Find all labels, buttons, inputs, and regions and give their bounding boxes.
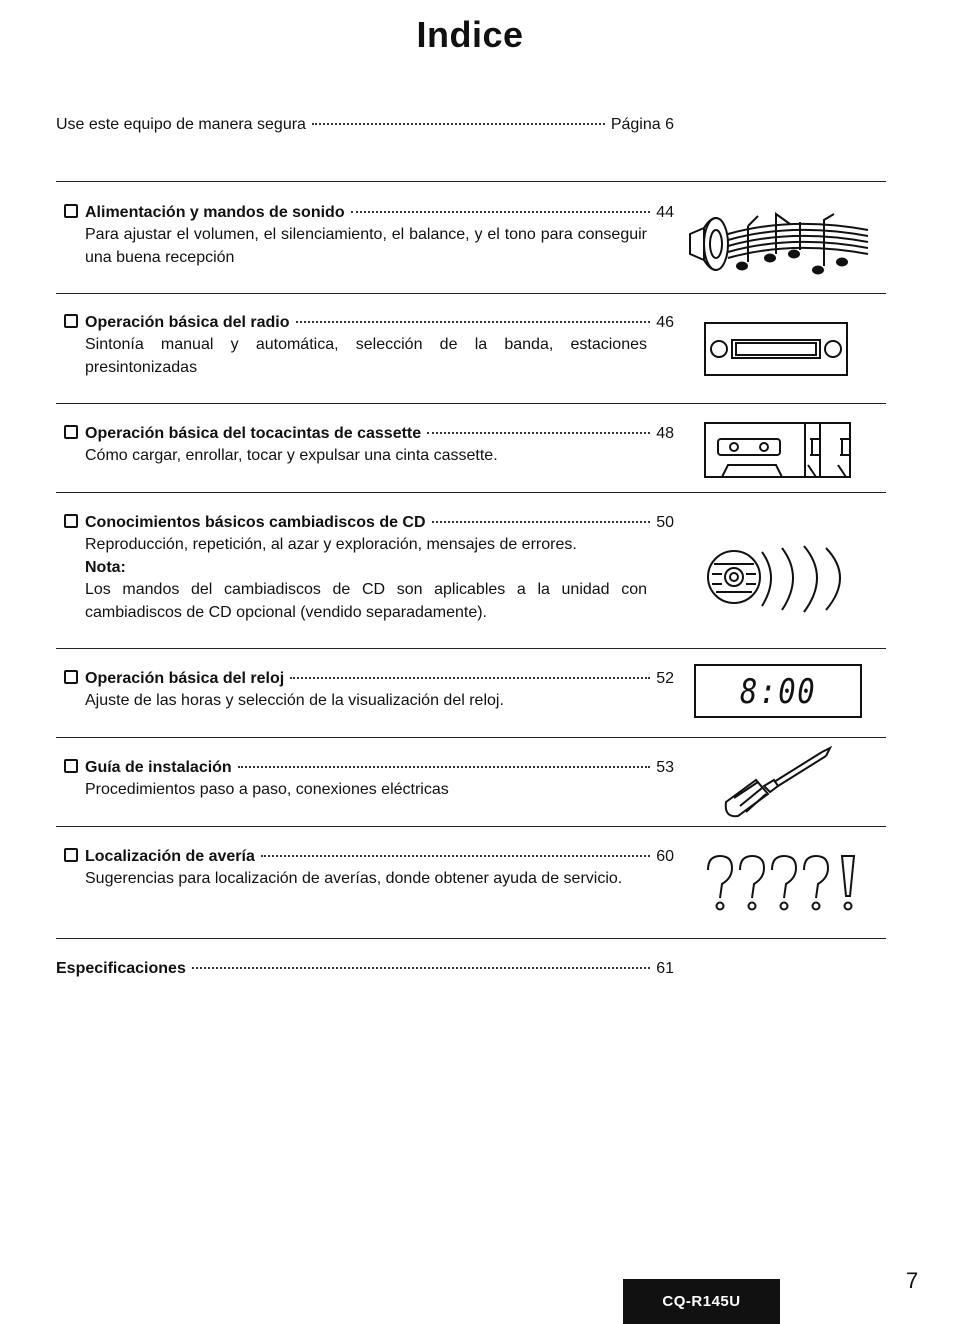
leader-dots xyxy=(238,766,651,768)
leader-dots xyxy=(261,855,650,857)
toc-row-troubleshooting[interactable] xyxy=(64,846,674,868)
toc-page: 48 xyxy=(656,425,674,442)
speaker-music-icon xyxy=(682,204,872,280)
toc-row-cassette[interactable] xyxy=(64,423,674,445)
leader-dots xyxy=(192,967,650,969)
checkbox-icon xyxy=(64,425,78,439)
section-description: Sugerencias para localización de averías, donde obtener ayuda de servicio. xyxy=(85,870,623,887)
toc-row-install[interactable] xyxy=(64,757,674,779)
leader-dots xyxy=(432,521,651,523)
section-description: Procedimientos paso a paso, conexiones eléctricas xyxy=(85,781,449,798)
section-description: Reproducción, repetición, al azar y exploración, mensajes de errores. xyxy=(85,536,577,553)
toc-label: Operación básica del tocacintas de cassette xyxy=(85,425,422,442)
cassette-icon xyxy=(704,421,854,479)
toc-label: Alimentación y mandos de sonido xyxy=(85,204,345,221)
leader-dots xyxy=(427,432,650,434)
toc-page: 46 xyxy=(656,314,674,331)
toc-row-cd[interactable] xyxy=(64,512,674,534)
leader-dots xyxy=(351,211,651,213)
toc-page: 53 xyxy=(656,759,674,776)
toc-row-radio[interactable] xyxy=(64,312,674,334)
toc-label: Especificaciones xyxy=(56,960,186,977)
section-description: Para ajustar el volumen, el silenciamiento, el balance, y el tono para conseguir una buena recepción xyxy=(85,226,647,266)
toc-row-clock[interactable] xyxy=(64,668,674,690)
toc-label: Localización de avería xyxy=(85,848,255,865)
note-text: Los mandos del cambiadiscos de CD son aplicables a la unidad con cambiadiscos de CD opcional (vendido separadamente). xyxy=(85,581,647,621)
section-description: Sintonía manual y automática, selección de la banda, estaciones presintonizadas xyxy=(85,336,647,376)
cd-icon xyxy=(704,540,860,614)
toc-page: 44 xyxy=(656,204,674,221)
toc-page: 50 xyxy=(656,514,674,531)
question-marks-icon xyxy=(702,852,862,914)
divider xyxy=(56,938,886,939)
note-title: Nota: xyxy=(85,559,126,576)
clock-display-text: 8:00 xyxy=(740,672,817,712)
page-number: 7 xyxy=(906,1268,919,1293)
divider xyxy=(56,737,886,738)
checkbox-icon xyxy=(64,848,78,862)
model-badge: CQ-R145U xyxy=(623,1279,780,1324)
leader-dots xyxy=(290,677,650,679)
toc-page: 60 xyxy=(656,848,674,865)
divider xyxy=(56,403,886,404)
leader-dots xyxy=(296,321,651,323)
leader-dots xyxy=(312,123,605,125)
toc-label: Use este equipo de manera segura xyxy=(56,116,306,133)
checkbox-icon xyxy=(64,759,78,773)
checkbox-icon xyxy=(64,314,78,328)
toc-row-safety[interactable] xyxy=(56,114,674,136)
toc-row-sound[interactable] xyxy=(64,202,674,224)
section-description: Ajuste de las horas y selección de la visualización del reloj. xyxy=(85,692,504,709)
divider xyxy=(56,826,886,827)
toc-label: Conocimientos básicos cambiadiscos de CD xyxy=(85,514,426,531)
toc-page: 52 xyxy=(656,670,674,687)
toc-label: Guía de instalación xyxy=(85,759,232,776)
section-description: Cómo cargar, enrollar, tocar y expulsar una cinta cassette. xyxy=(85,447,498,464)
divider xyxy=(56,293,886,294)
toc-page: Página 6 xyxy=(610,116,674,133)
toc-label: Operación básica del reloj xyxy=(85,670,285,687)
radio-panel-icon xyxy=(704,322,850,378)
screwdriver-icon xyxy=(718,746,834,820)
toc-page: 61 xyxy=(656,960,674,977)
checkbox-icon xyxy=(64,204,78,218)
divider xyxy=(56,648,886,649)
toc-label: Operación básica del radio xyxy=(85,314,290,331)
checkbox-icon xyxy=(64,514,78,528)
clock-display-icon xyxy=(694,664,862,718)
divider xyxy=(56,181,886,182)
toc-row-specs[interactable] xyxy=(56,958,674,980)
checkbox-icon xyxy=(64,670,78,684)
divider xyxy=(56,492,886,493)
page-title: Indice xyxy=(416,14,524,55)
